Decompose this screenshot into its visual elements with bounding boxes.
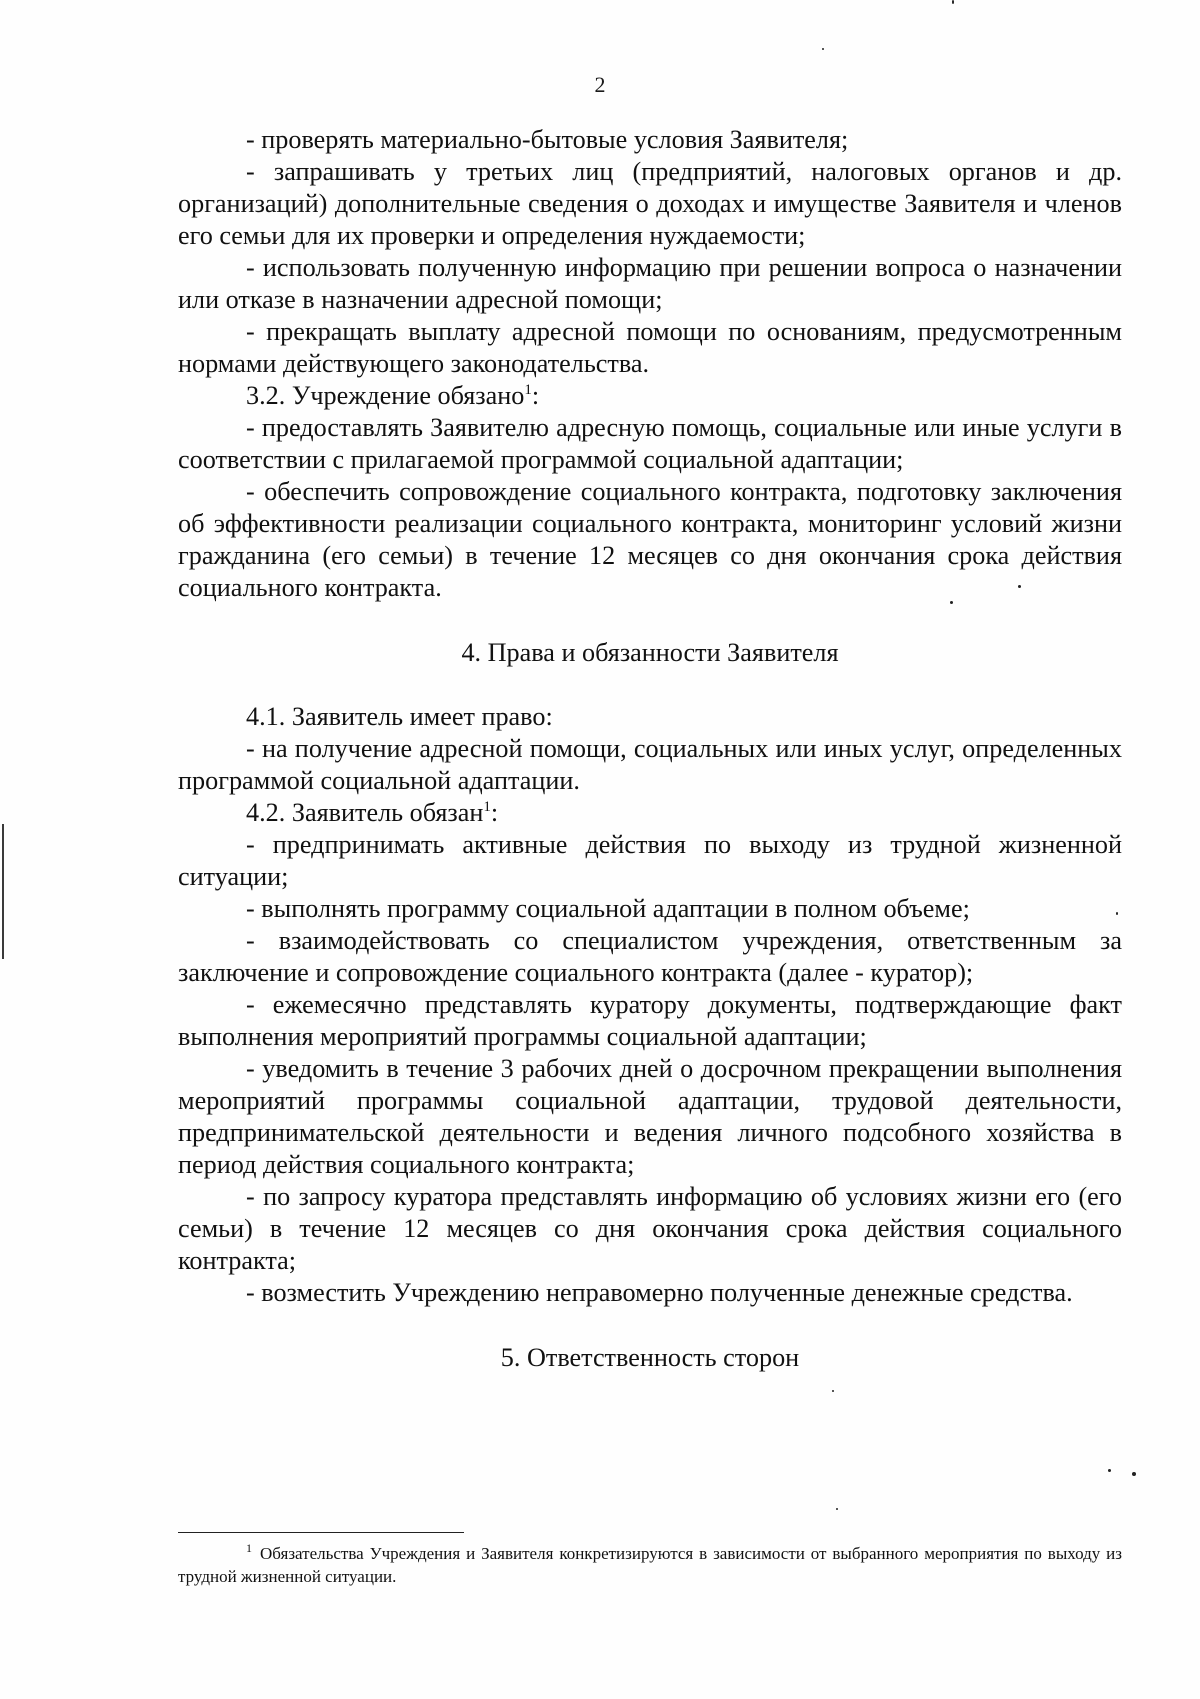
scan-speck bbox=[952, 0, 954, 4]
document-body bbox=[178, 124, 1122, 1374]
paragraph: - использовать полученную информацию при решении вопроса о назначении или отказе в назначении адресной помощи; bbox=[178, 253, 1122, 314]
paragraph: - возместить Учреждению неправомерно полученные денежные средства. bbox=[246, 1278, 1073, 1307]
scan-speck bbox=[836, 1508, 838, 1510]
paragraph: - уведомить в течение 3 рабочих дней о досрочном прекращении выполнения мероприятий программы социальной адаптации, трудовой деятельности, предпринимательской деятельности и ведения личного подсобного хозяйства в период действия социального контракта; bbox=[178, 1054, 1122, 1179]
footnote-number: 1 bbox=[246, 1541, 252, 1555]
clause-3-2-label: 3.2. Учреждение обязано bbox=[246, 381, 525, 410]
scan-speck bbox=[822, 48, 824, 50]
paragraph: - предпринимать активные действия по выходу из трудной жизненной ситуации; bbox=[178, 830, 1122, 891]
clause-4-2-label: 4.2. Заявитель обязан bbox=[246, 798, 484, 827]
footnote bbox=[178, 1542, 1122, 1588]
clause-4-2 bbox=[178, 797, 1122, 829]
section-4-heading: 4. Права и обязанности Заявителя bbox=[461, 638, 839, 667]
footnote-divider bbox=[178, 1532, 464, 1533]
paragraph: - на получение адресной помощи, социальных или иных услуг, определенных программой социальной адаптации. bbox=[178, 734, 1122, 795]
clause-4-1: 4.1. Заявитель имеет право: bbox=[246, 702, 553, 731]
paragraph: - проверять материально-бытовые условия Заявителя; bbox=[246, 125, 849, 154]
paragraph: - по запросу куратора представлять информацию об условиях жизни его (его семьи) в течение 12 месяцев со дня окончания срока действия социального контракта; bbox=[178, 1182, 1122, 1275]
paragraph: - предоставлять Заявителю адресную помощь, социальные или иные услуги в соответствии с прилагаемой программой социальной адаптации; bbox=[178, 413, 1122, 474]
scan-speck bbox=[832, 1390, 834, 1392]
section-5-heading: 5. Ответственность сторон bbox=[500, 1343, 800, 1372]
footnote-mark: 1 bbox=[483, 799, 491, 815]
paragraph: - взаимодействовать со специалистом учреждения, ответственным за заключение и сопровождение социального контракта (далее - куратор); bbox=[178, 926, 1122, 987]
scan-speck bbox=[1108, 1469, 1111, 1472]
scan-edge-artifact bbox=[2, 824, 4, 959]
scan-speck bbox=[950, 601, 953, 604]
paragraph: - ежемесячно представлять куратору документы, подтверждающие факт выполнения мероприятий программы социальной адаптации; bbox=[178, 990, 1122, 1051]
paragraph: - выполнять программу социальной адаптации в полном объеме; bbox=[246, 894, 970, 923]
clause-3-2-suffix: : bbox=[531, 381, 540, 410]
scan-speck bbox=[1132, 1472, 1136, 1476]
page-number: 2 bbox=[594, 72, 606, 97]
scan-speck bbox=[1116, 912, 1118, 915]
footnote-mark: 1 bbox=[524, 382, 532, 398]
clause-4-2-suffix: : bbox=[490, 798, 499, 827]
clause-3-2 bbox=[178, 380, 1122, 412]
paragraph: - запрашивать у третьих лиц (предприятий, налоговых органов и др. организаций) дополнительные сведения о доходах и имуществе Заявителя и членов его семьи для их проверки и определения нуждаемости; bbox=[178, 157, 1122, 250]
paragraph: - прекращать выплату адресной помощи по основаниям, предусмотренным нормами действующего законодательства. bbox=[178, 317, 1122, 378]
footnote-text: Обязательства Учреждения и Заявителя конкретизируются в зависимости от выбранного мероприятия по выходу из трудной жизненной ситуации. bbox=[178, 1544, 1122, 1586]
scan-speck bbox=[1018, 585, 1021, 588]
paragraph: - обеспечить сопровождение социального контракта, подготовку заключения об эффективности реализации социального контракта, мониторинг условий жизни гражданина (его семьи) в течение 12 месяцев со дня окончания срока действия социального контракта. bbox=[178, 477, 1122, 602]
